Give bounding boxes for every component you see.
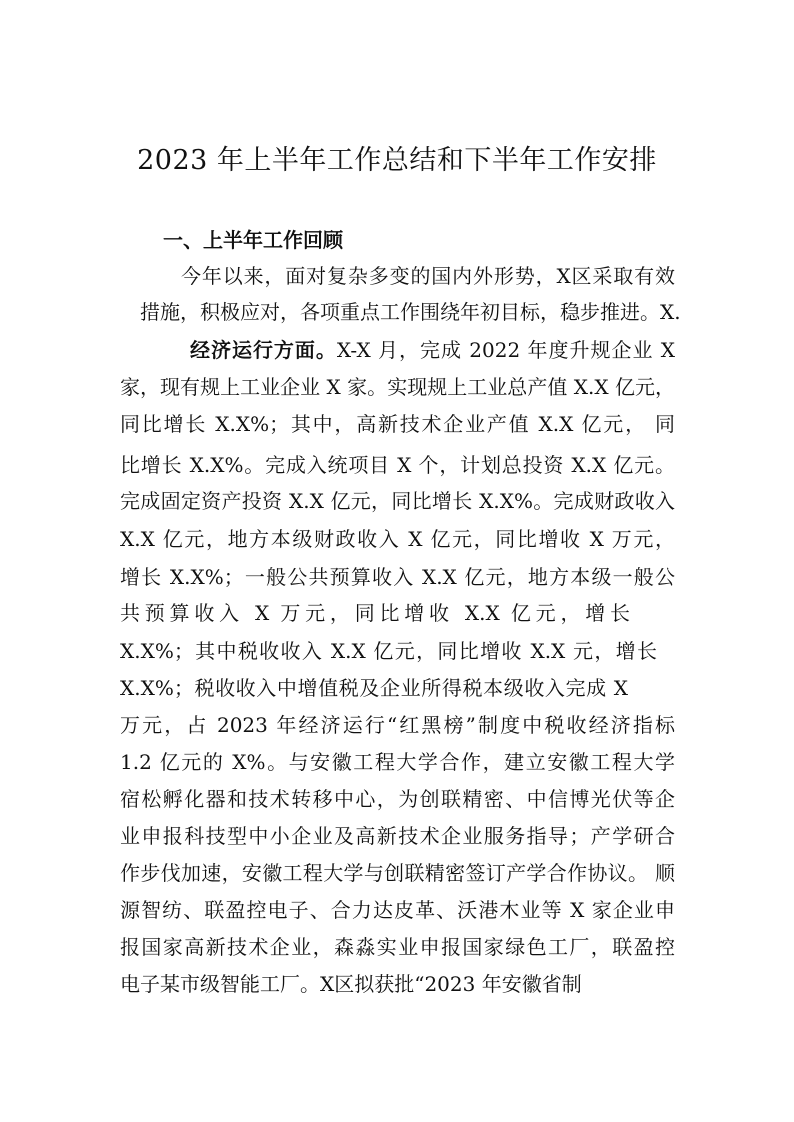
paragraph-line-bold-lead (190, 336, 675, 364)
paragraph-line: X.X%；税收收入中增值税及企业所得税本级收入完成 X (120, 676, 628, 700)
paragraph-line: 电子某市级智能工厂。X区拟获批“2023 年安徽省制 (120, 972, 582, 996)
paragraph-line: 报国家高新技术企业，森淼实业申报国家绿色工厂，联盈控 (120, 935, 675, 959)
section-heading: 一、上半年工作回顾 (163, 228, 343, 252)
paragraph-line: 同比增长 X.X%；其中，高新技术企业产值 X.X 亿元， 同 (120, 412, 675, 436)
paragraph-line: 源智纺、联盈控电子、合力达皮革、沃港木业等 X 家企业申 (120, 898, 675, 922)
paragraph-line: 增长 X.X%；一般公共预算收入 X.X 亿元，地方本级一般公 (120, 565, 675, 589)
line-rest-text: X-X 月，完成 2022 年度升规企业 X (336, 338, 675, 362)
paragraph-line: 作步伐加速，安徽工程大学与创联精密签订产学合作协议。 顺 (120, 861, 675, 885)
paragraph-line: 今年以来，面对复杂多变的国内外形势，X区采取有效 (181, 264, 675, 288)
paragraph-line: X.X 亿元，地方本级财政收入 X 亿元，同比增收 X 万元， (120, 527, 675, 551)
paragraph-line: 万元，占 2023 年经济运行“红黑榜”制度中税收经济指标 (120, 713, 675, 737)
document-title: 2023 年上半年工作总结和下半年工作安排 (137, 145, 657, 176)
paragraph-line: 比增长 X.X%。完成入统项目 X 个，计划总投资 X.X 亿元。 (120, 453, 675, 477)
paragraph-line: 完成固定资产投资 X.X 亿元，同比增长 X.X%。完成财政收入 (120, 489, 675, 513)
paragraph-line: 宿松孵化器和技术转移中心，为创联精密、中信博光伏等企 (120, 787, 675, 811)
paragraph-line: 共预算收入 X 万元，同比增收 X.X 亿元，增长 (120, 601, 630, 625)
bold-lead-text: 经济运行方面。 (190, 338, 337, 362)
paragraph-line: X.X%；其中税收收入 X.X 亿元，同比增收 X.X 元，增长 (120, 639, 657, 663)
paragraph-line: 措施，积极应对，各项重点工作围绕年初目标，稳步推进。X. (140, 300, 681, 324)
paragraph-line: 家，现有规上工业企业 X 家。实现规上工业总产值 X.X 亿元， (120, 375, 675, 399)
paragraph-line: 业申报科技型中小企业及高新技术企业服务指导；产学研合 (120, 824, 675, 848)
paragraph-line: 1.2 亿元的 X%。与安徽工程大学合作，建立安徽工程大学 (120, 750, 675, 774)
